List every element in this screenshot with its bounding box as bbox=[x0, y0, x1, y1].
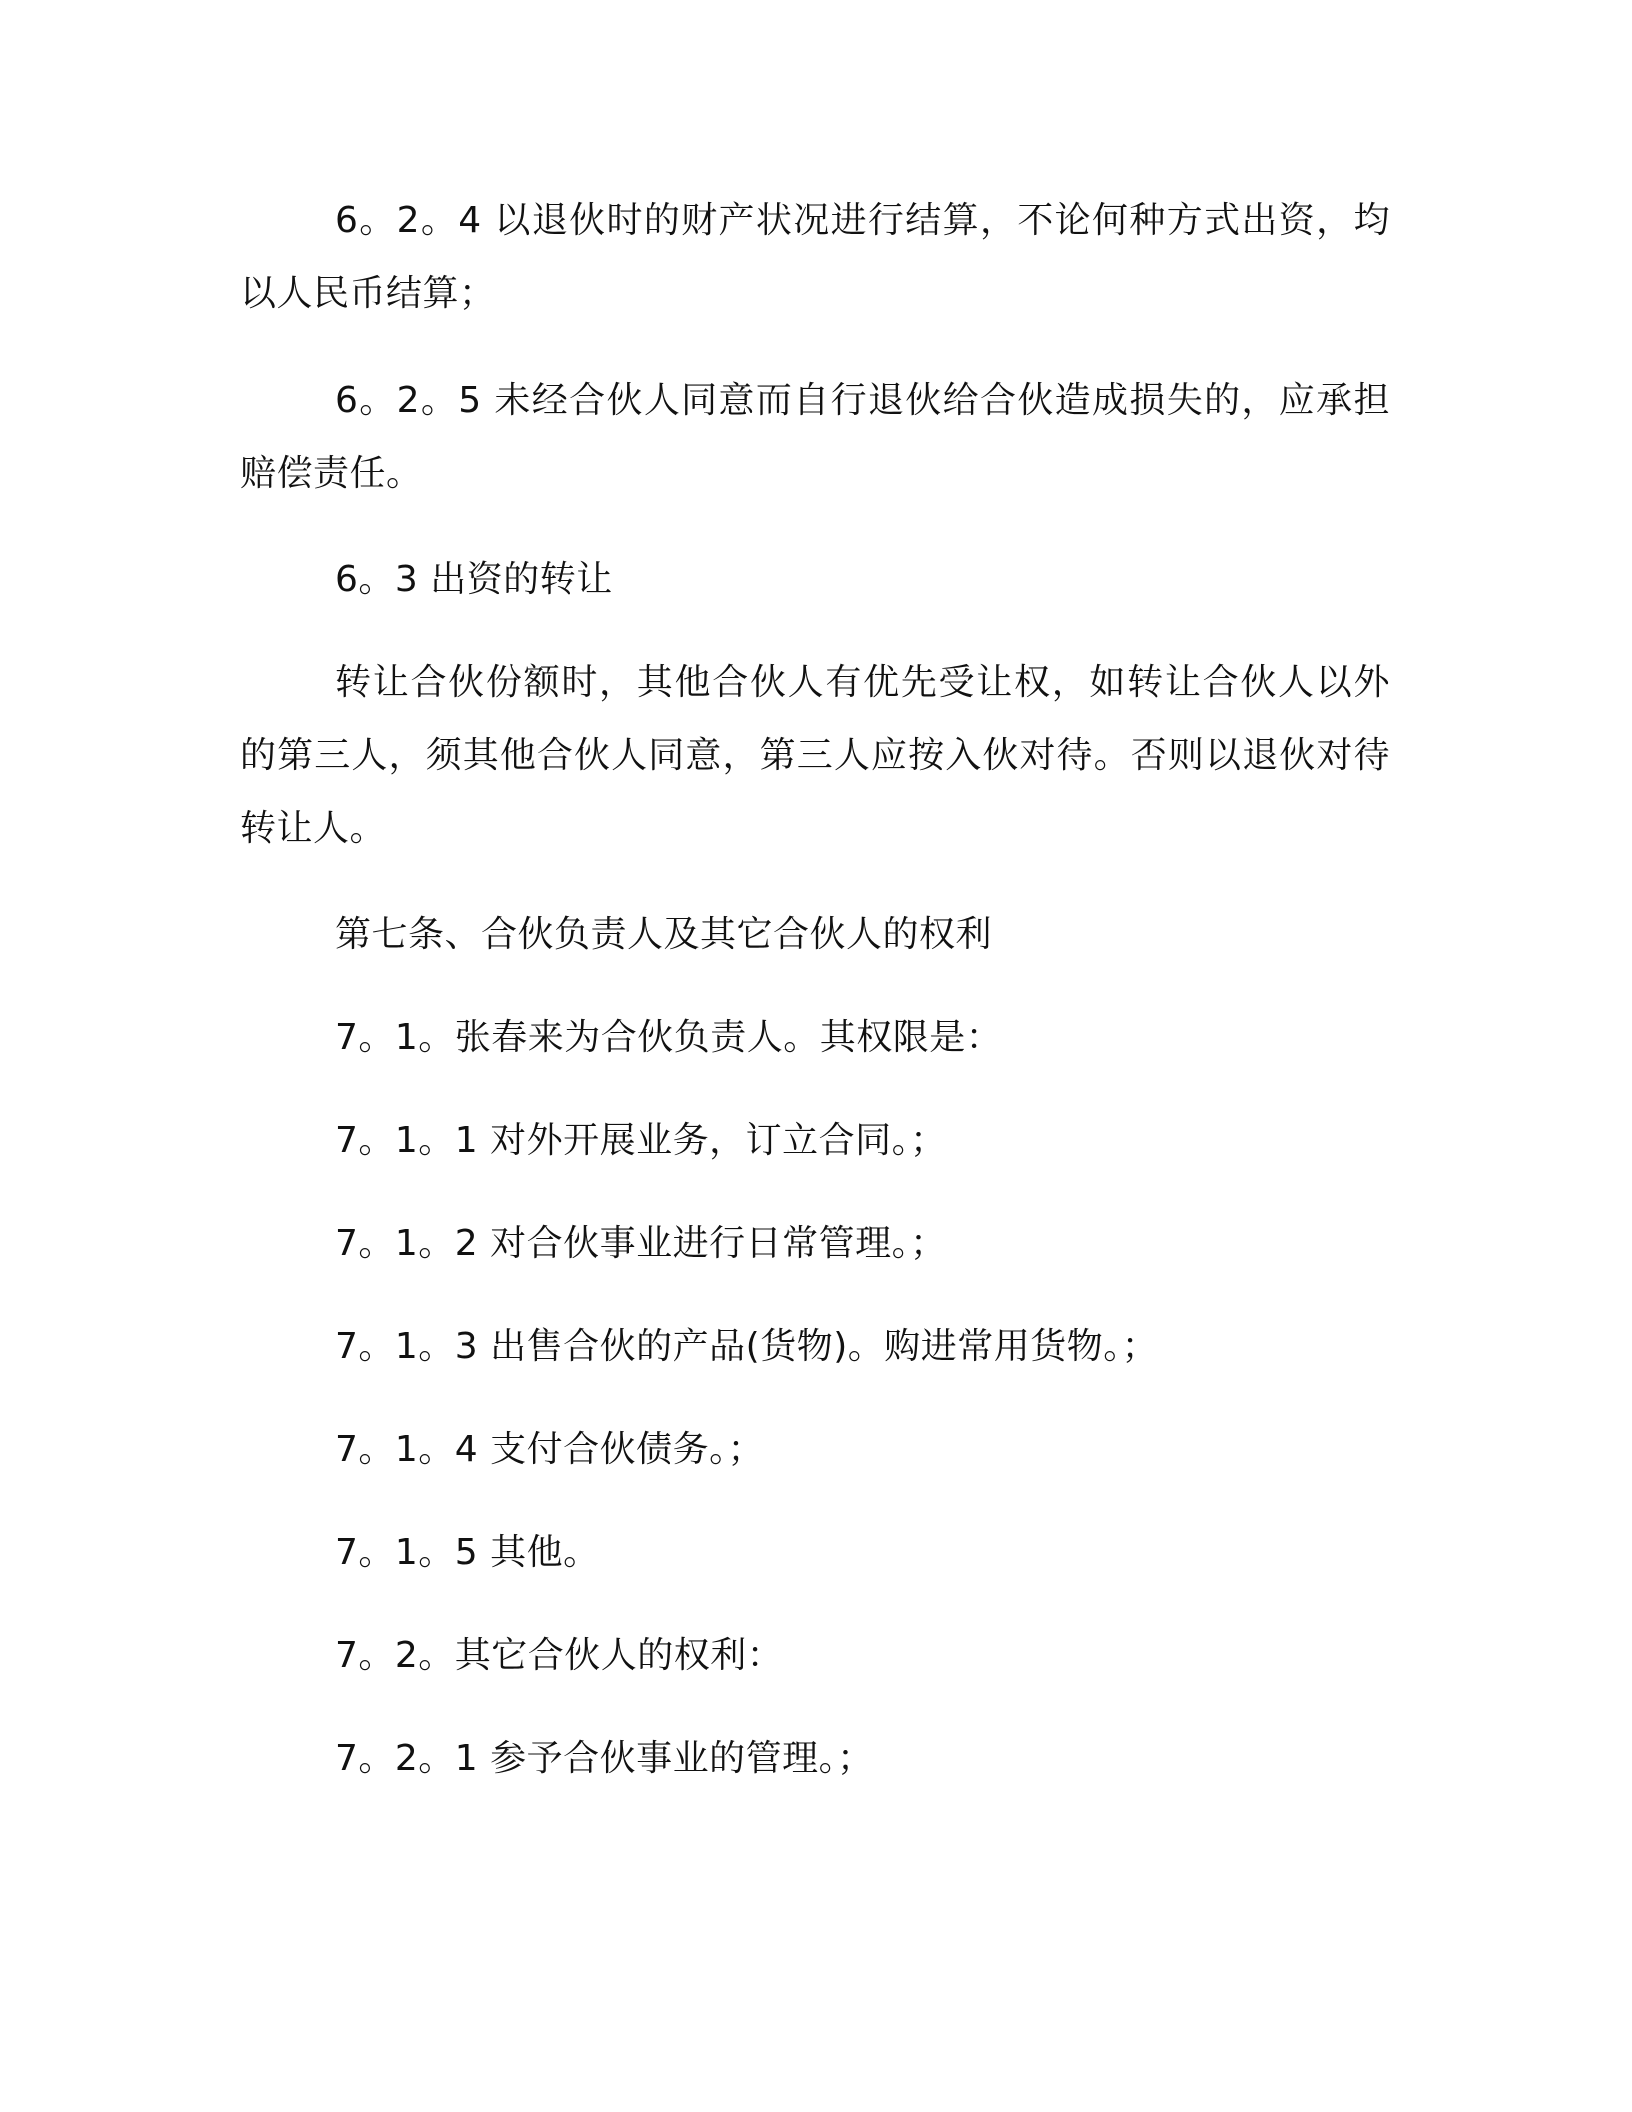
article-7-heading: 第七条、合伙负责人及其它合伙人的权利 bbox=[335, 914, 993, 955]
paragraph-6-2-5: 6。2。5 未经合伙人同意而自行退伙给合伙造成损失的，应承担赔偿责任。 bbox=[240, 380, 1390, 494]
paragraph-7-1-5: 7。1。5 其他。 bbox=[335, 1532, 600, 1573]
paragraph-transfer-rules: 转让合伙份额时，其他合伙人有优先受让权，如转让合伙人以外的第三人，须其他合伙人同意，第三人应按入伙对待。否则以退伙对待转让人。 bbox=[240, 662, 1390, 849]
paragraph-6-3-heading: 6。3 出资的转让 bbox=[335, 559, 613, 600]
paragraph-7-1-2: 7。1。2 对合伙事业进行日常管理。； bbox=[335, 1223, 947, 1264]
paragraph-7-1: 7。1。张春来为合伙负责人。其权限是： bbox=[335, 1017, 1003, 1058]
paragraph-7-1-1: 7。1。1 对外开展业务，订立合同。； bbox=[335, 1120, 947, 1161]
paragraph-7-2-1: 7。2。1 参予合伙事业的管理。； bbox=[335, 1738, 874, 1779]
paragraph-7-1-4: 7。1。4 支付合伙债务。； bbox=[335, 1429, 765, 1470]
paragraph-6-2-4: 6。2。4 以退伙时的财产状况进行结算，不论何种方式出资，均以人民币结算； bbox=[240, 200, 1390, 314]
paragraph-7-1-3: 7。1。3 出售合伙的产品(货物)。购进常用货物。； bbox=[335, 1326, 1159, 1367]
paragraph-7-2: 7。2。其它合伙人的权利： bbox=[335, 1635, 784, 1676]
